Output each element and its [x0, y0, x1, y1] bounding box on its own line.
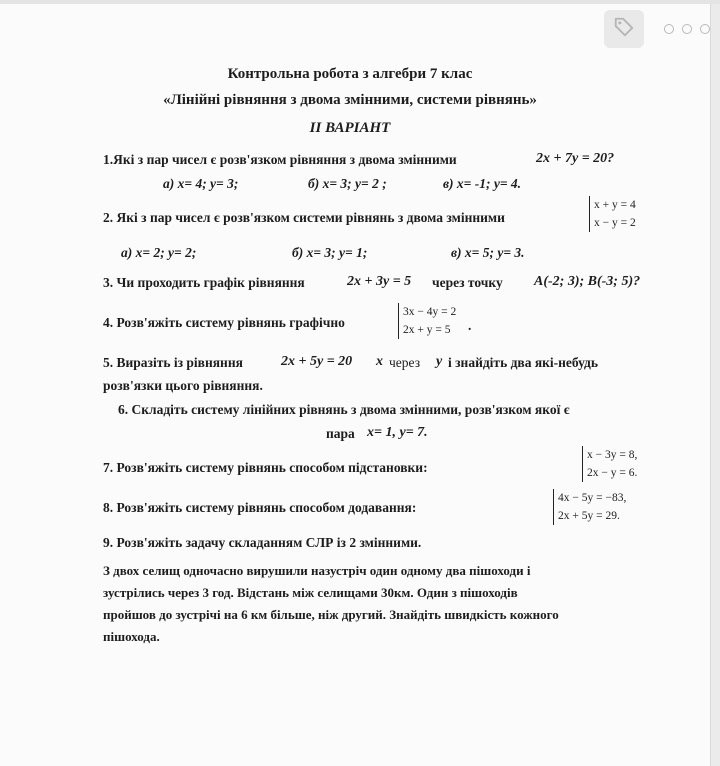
q8-system: [553, 489, 626, 525]
q7-system-eq2: 2x − y = 6.: [587, 467, 638, 479]
q5-var-x: x: [376, 354, 383, 369]
q4-text: 4. Розв'яжіть систему рівнянь графічно: [103, 315, 345, 330]
more-icon: [700, 24, 710, 34]
problem-line: зустрілись через 3 год. Відстань між селищами 30км. Один з пішоходів: [103, 585, 518, 600]
q1-option-b: б) x= 3; y= 2 ;: [308, 176, 387, 191]
q3-equation: 2x + 3y = 5: [347, 274, 412, 289]
title-line-2: «Лінійні рівняння з двома змінними, системи рівнянь»: [163, 92, 537, 108]
q8-text: 8. Розв'яжіть систему рівнянь способом додавання:: [103, 500, 417, 515]
q1-option-c: в) x= -1; y= 4.: [443, 176, 522, 191]
q1-text: 1.Які з пар чисел є розв'язком рівняння з двома змінними: [103, 152, 457, 167]
q4-system-eq2: 2x + y = 5: [403, 324, 451, 336]
variant-label: ІІ ВАРІАНТ: [309, 120, 391, 136]
q5-text-a: 5. Виразіть із рівняння: [103, 355, 243, 370]
q2-option-a: а) x= 2; y= 2;: [121, 245, 197, 260]
q7-text: 7. Розв'яжіть систему рівнянь способом підстановки:: [103, 460, 428, 475]
q5-text-line2: розв'язки цього рівняння.: [103, 378, 263, 393]
q6-pair-values: x= 1, y= 7.: [367, 425, 428, 440]
q3-through: через точку: [432, 275, 503, 290]
q5-text-b: і знайдіть два які-небудь: [448, 355, 599, 370]
q1-equation: 2x + 7y = 20?: [536, 151, 615, 166]
q2-system-eq2: x − y = 2: [594, 217, 636, 229]
q9-text: 9. Розв'яжіть задачу складанням СЛР із 2 змінними.: [103, 535, 422, 550]
q7-system-eq1: x − 3y = 8,: [587, 449, 638, 461]
q6-text-line1: 6. Складіть систему лінійних рівнянь з двома змінними, розв'язком якої є: [118, 402, 570, 417]
q4-system-eq1: 3x − 4y = 2: [403, 306, 457, 318]
problem-line: пішохода.: [103, 629, 160, 644]
q2-option-b: б) x= 3; y= 1;: [292, 245, 368, 260]
q5-equation: 2x + 5y = 20: [281, 354, 353, 369]
q2-text: 2. Які з пар чисел є розв'язком системи рівнянь з двома змінними: [103, 210, 505, 225]
q2-system-eq1: x + y = 4: [594, 199, 636, 211]
q5-through: через: [389, 355, 421, 370]
q3-points: A(-2; 3); B(-3; 5)?: [534, 274, 641, 289]
q2-option-c: в) x= 5; y= 3.: [451, 245, 525, 260]
q4-tail: .: [468, 318, 472, 333]
q8-system-eq2: 2x + 5y = 29.: [558, 510, 620, 522]
q7-system: [582, 446, 637, 482]
q9-problem: [103, 560, 673, 648]
q4-system: [398, 303, 456, 339]
q3-text: 3. Чи проходить графік рівняння: [103, 275, 305, 290]
q2-system: [589, 196, 636, 232]
q8-system-eq1: 4x − 5y = −83,: [558, 492, 627, 504]
q1-option-a: а) x= 4; y= 3;: [163, 176, 239, 191]
q6-pair-label: пара: [326, 426, 355, 441]
problem-line: пройшов до зустрічі на 6 км більше, ніж другий. Знайдіть швидкість кожного: [103, 607, 559, 622]
q5-var-y: y: [436, 354, 443, 369]
title-line-1: Контрольна робота з алгебри 7 клас: [227, 66, 473, 82]
problem-line: З двох селищ одночасно вирушили назустріч один одному два пішоходи і: [103, 563, 531, 578]
